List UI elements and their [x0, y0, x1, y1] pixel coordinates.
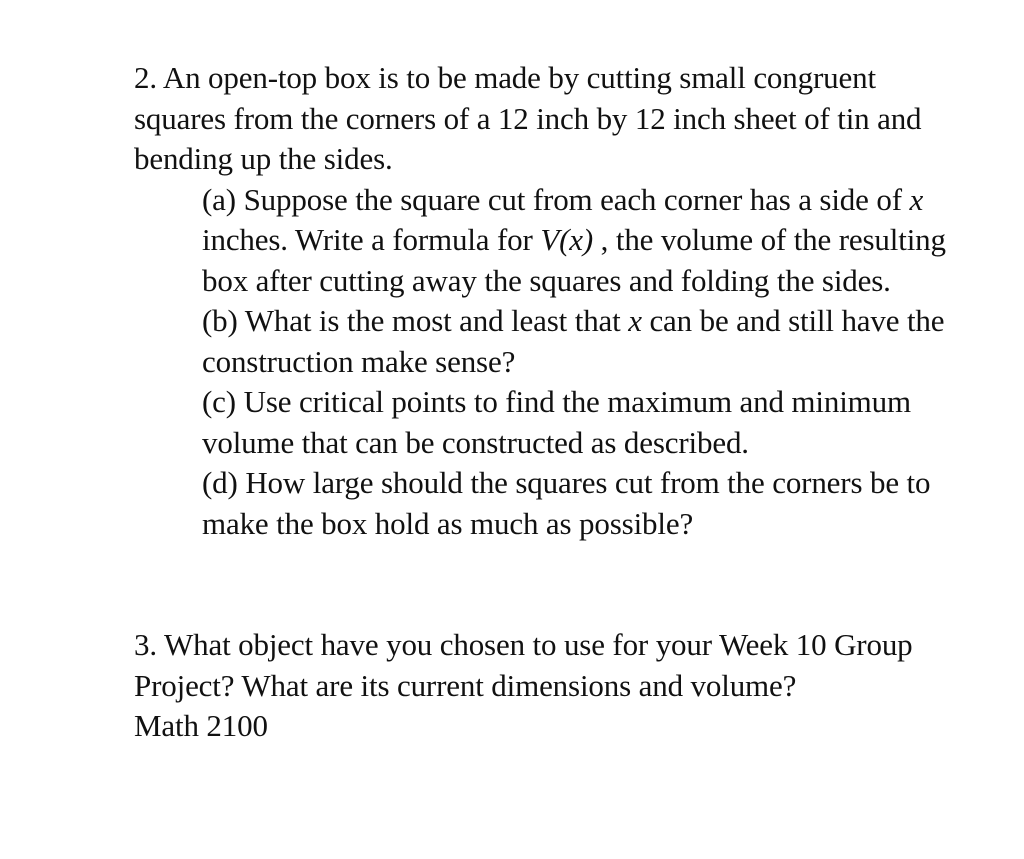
part-c [202, 382, 972, 463]
question-2 [134, 58, 994, 544]
question-2-body: An open-top box is to be made by cutting small congruent squares from the corners of a 12 inch by 12 inch sheet of tin and bending up the sides. [134, 60, 922, 176]
document-page [134, 58, 994, 747]
question-3-body: What object have you chosen to use for your Week 10 Group Project? What are its current dimensions and volume? [134, 627, 913, 703]
part-a-text-after: , the volume of the resulting box after cutting away the squares and folding the sides. [202, 222, 946, 298]
part-d-text: How large should the squares cut from the corners be to make the box hold as much as possible? [202, 465, 931, 541]
part-a-text-before: Suppose the square cut from each corner has a side of [243, 181, 902, 217]
question-2-number: 2. [134, 60, 157, 95]
part-b-variable-x: x [628, 303, 642, 338]
course-label: Math 2100 [134, 708, 268, 743]
part-a-label: (a) [202, 181, 236, 217]
part-d [202, 463, 972, 544]
part-b-text-before: What is the most and least that [244, 303, 621, 338]
part-d-label: (d) [202, 465, 238, 500]
part-b-text-after: can be and still have the construction make sense? [202, 303, 945, 379]
question-2-parts [202, 180, 972, 545]
question-3-text [134, 625, 924, 706]
question-3 [134, 625, 994, 747]
part-b [202, 301, 972, 382]
part-c-label: (c) [202, 384, 236, 419]
part-c-text: Use critical points to find the maximum and minimum volume that can be constructed as described. [202, 384, 911, 460]
part-b-label: (b) [202, 303, 238, 338]
part-a [202, 180, 972, 302]
question-3-number: 3. [134, 627, 157, 662]
part-a-text-middle: inches. Write a formula for [202, 222, 533, 257]
part-a-function-v: V(x) [540, 222, 594, 257]
question-2-text [134, 58, 954, 180]
part-a-variable-x: x [909, 181, 924, 217]
